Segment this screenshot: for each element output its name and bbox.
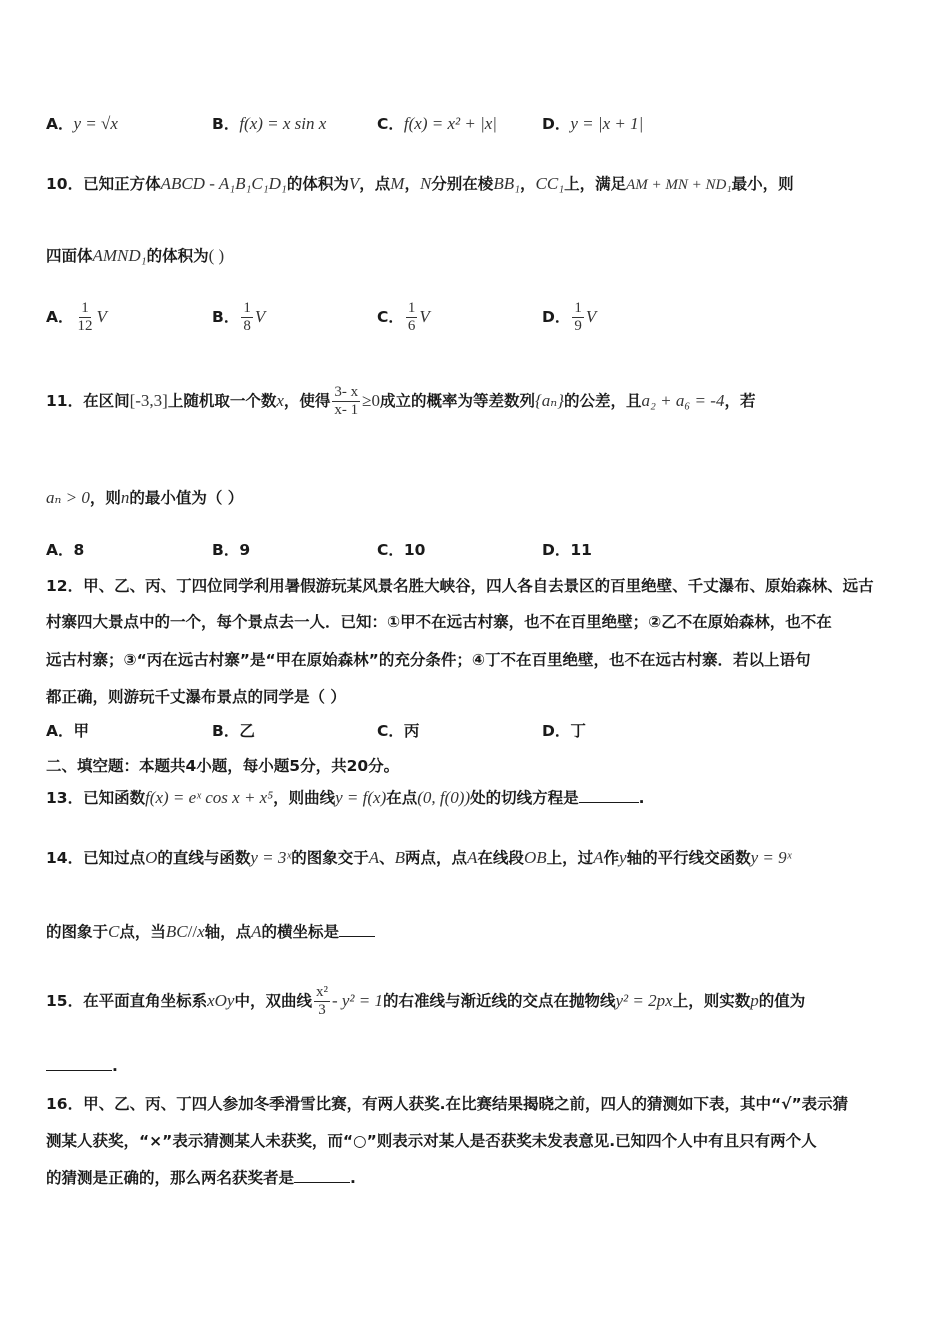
q12-option-d: D．丁: [542, 722, 586, 740]
q11-option-b: B．9: [212, 541, 251, 559]
q11-option-d: D．11: [542, 541, 592, 559]
q10-line-1: 10．已知正方体ABCD - A₁B₁C₁D₁的体积为V，点M，N分别在棱BB₁，CC₁上，满足AM + MN + ND₁最小，则: [46, 174, 794, 193]
q9-option-d: D．y = |x + 1|: [542, 114, 644, 133]
section-heading-fill-in: 二、填空题：本题共4小题，每小题5分，共20分。: [46, 757, 400, 775]
q11-line-2: aₙ > 0，则n的最小值为（ ）: [46, 488, 244, 507]
q12-option-a: A．甲: [46, 722, 89, 740]
q9-option-c: C．f(x) = x² + |x|: [377, 114, 497, 133]
q9-option-d-expr: y = |x + 1|: [570, 114, 644, 133]
q15-line-1: 15．在平面直角坐标系xOy中，双曲线 $\frac{\text{x²}}{3}$ - y² = 1的右准线与渐近线的交点在抛物线y² = 2px上，则实数p的值为: [46, 984, 806, 1018]
q11-line-1: 11．在区间[-3,3]上随机取一个数x，使得 $\frac{3- x}{x- 1}$ ≥0成立的概率为等差数列{aₙ}的公差，且a₂ + a₆ = -4，若: [46, 384, 756, 418]
q14-line-1: 14．已知过点O的直线与函数y = 3ˣ的图象交于A、B两点，点A在线段OB上，过A作y轴的平行线交函数y = 9ˣ: [46, 848, 792, 867]
q12-line-4: 都正确，则游玩千丈瀑布景点的同学是（ ）: [46, 688, 346, 706]
q10-option-a: A． $\frac{1}{12}$ V: [46, 300, 107, 334]
q10-option-c: C． $\frac{1}{6}$ V: [377, 300, 430, 334]
q12-line-1: 12．甲、乙、丙、丁四位同学利用暑假游玩某风景名胜大峡谷，四人各自去景区的百里绝壁、千丈瀑布、原始森林、远古: [46, 577, 874, 595]
q12-line-2: 村寨四大景点中的一个，每个景点去一人．已知：①甲不在远古村寨，也不在百里绝壁；②乙不在原始森林，也不在: [46, 613, 832, 631]
answer-blank[interactable]: [294, 1168, 350, 1183]
answer-blank[interactable]: [339, 922, 375, 937]
q9-option-a-expr: y = √x: [73, 114, 118, 133]
q11-option-a: A．8: [46, 541, 85, 559]
q12-option-c: C．丙: [377, 722, 420, 740]
q9-option-b: B．f(x) = x sin x: [212, 114, 327, 133]
answer-blank[interactable]: [579, 788, 639, 803]
answer-blank[interactable]: [46, 1056, 112, 1071]
q16-line-3: 的猜测是正确的，那么两名获奖者是 .: [46, 1169, 356, 1187]
q9-option-b-expr: f(x) = x sin x: [239, 114, 327, 133]
q15-line-2: .: [46, 1056, 118, 1075]
q13-line: 13．已知函数f(x) = eˣ cos x + x⁵，则曲线y = f(x)在点(0, f(0))处的切线方程是 .: [46, 788, 645, 807]
q10-line-2: 四面体AMND₁的体积为( ): [46, 246, 225, 265]
q9-option-a: A．y = √x: [46, 114, 118, 133]
q10-option-d: D． $\frac{1}{9}$ V: [542, 300, 597, 334]
q16-line-1: 16．甲、乙、丙、丁四人参加冬季滑雪比赛，有两人获奖.在比赛结果揭晓之前，四人的猜测如下表，其中“√”表示猜: [46, 1095, 849, 1113]
q12-line-3: 远古村寨；③“丙在远古村寨”是“甲在原始森林”的充分条件；④丁不在百里绝壁，也不在远古村寨．若以上语句: [46, 651, 811, 669]
q16-line-2: 测某人获奖，“×”表示猜测某人未获奖，而“○”则表示对某人是否获奖未发表意见.已知四个人中有且只有两个人: [46, 1132, 817, 1150]
q12-option-b: B．乙: [212, 722, 255, 740]
q10-option-b: B． $\frac{1}{8}$ V: [212, 300, 266, 334]
q14-line-2: 的图象于C点，当BC//x轴，点A的横坐标是: [46, 920, 375, 942]
q9-option-c-expr: f(x) = x² + |x|: [403, 114, 497, 133]
q11-option-c: C．10: [377, 541, 426, 559]
